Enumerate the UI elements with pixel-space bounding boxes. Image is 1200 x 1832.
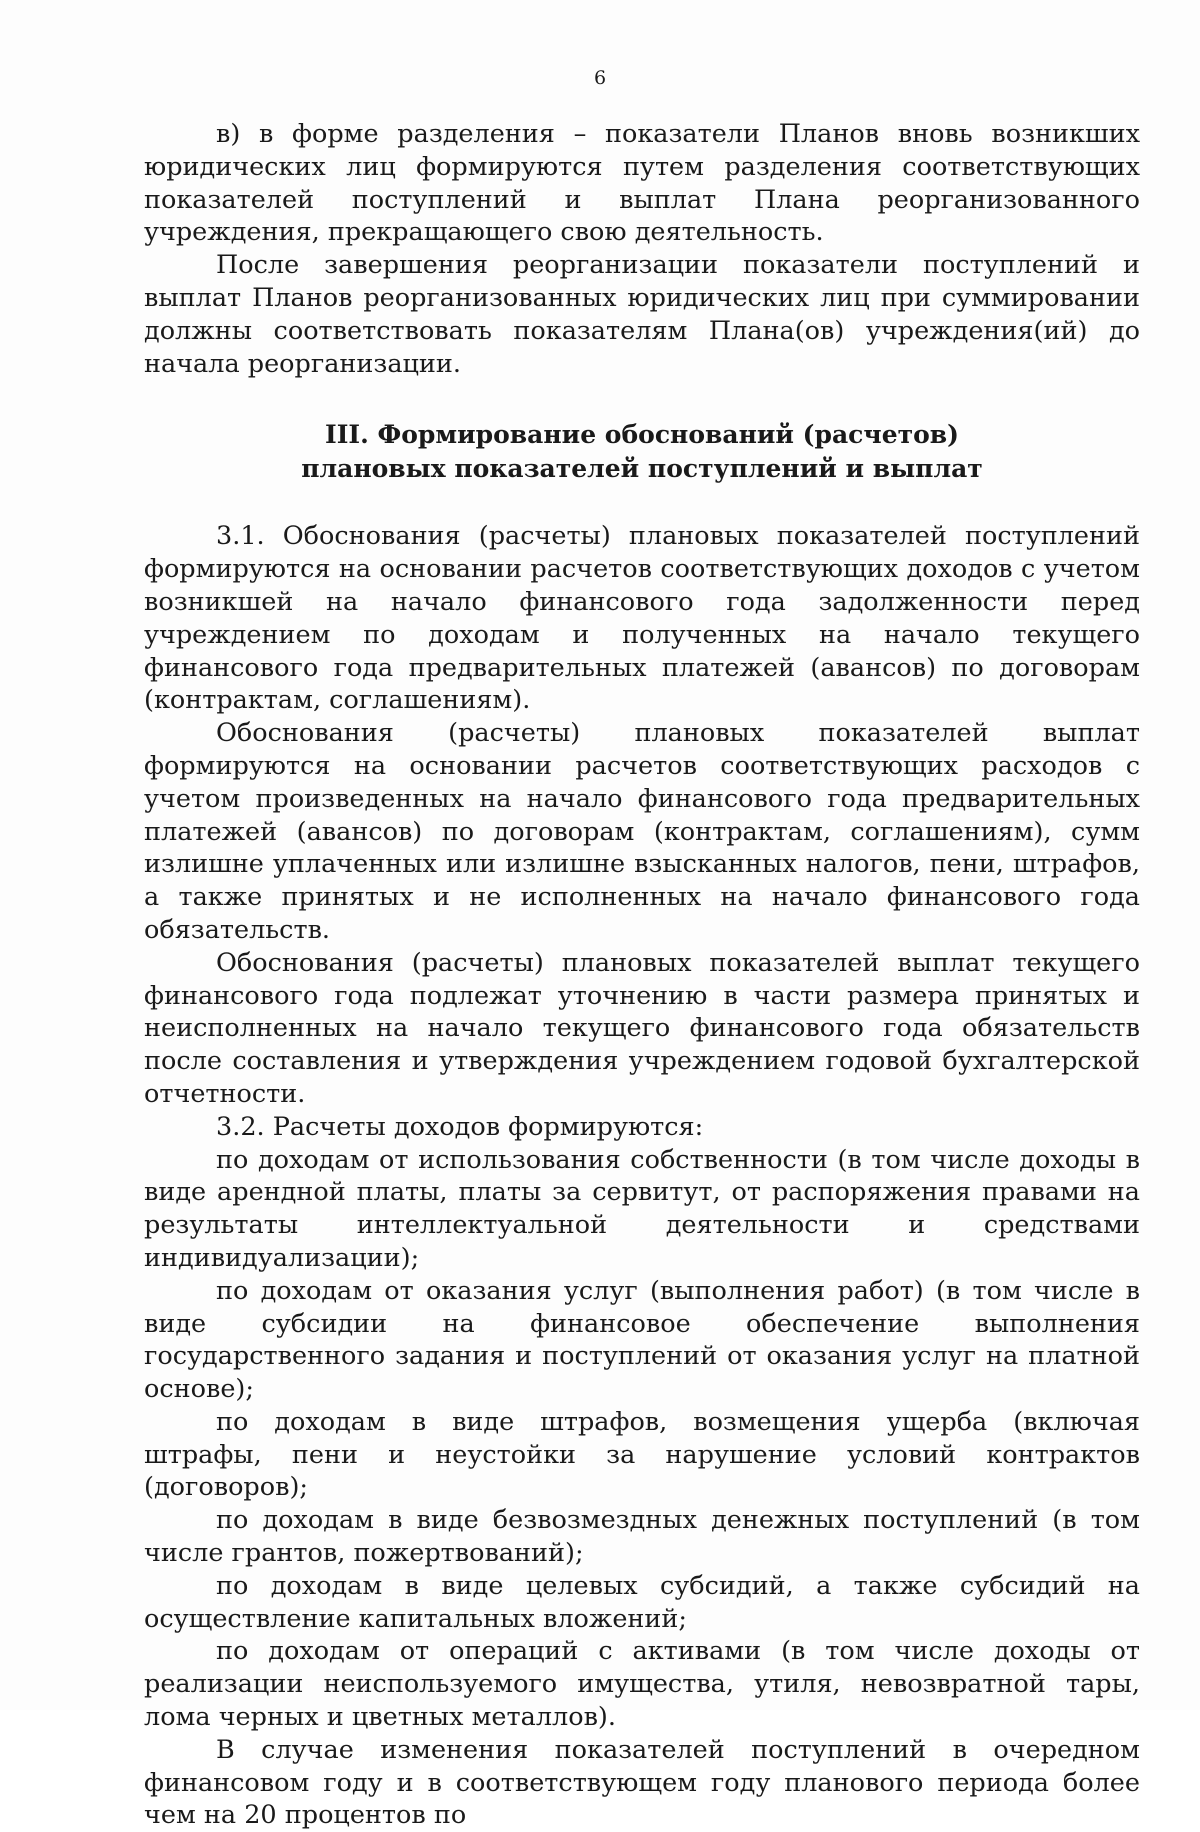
income-item-fines: по доходам в виде штрафов, возмещения ущерба (включая штрафы, пени и неустойки за нарушение условий контрактов (договоров); xyxy=(144,1406,1140,1503)
paragraph-3-2: 3.2. Расчеты доходов формируются: xyxy=(216,1111,704,1142)
paragraph-3-1: 3.1. Обоснования (расчеты) плановых показателей поступлений формируются на основании расчетов соответствующих доходов с учетом возникшей на начало финансового года задолженности перед учреждением по доходам и полученных на начало текущего финансового года предварительных платежей (авансов) по договорам (контрактам, соглашениям). xyxy=(144,521,1140,716)
paragraph-current-year-clarification: Обоснования (расчеты) плановых показателей выплат текущего финансового года подлежат уточнению в части размера принятых и неисполненных на начало текущего финансового года обязательств после составления и утверждения учреждением годовой бухгалтерской отчетности. xyxy=(144,947,1140,1109)
income-item-property: по доходам от использования собственности (в том числе доходы в виде арендной платы, платы за сервитут, от распоряжения правами на результаты интеллектуальной деятельности и средствами индивидуализации); xyxy=(144,1144,1140,1273)
paragraph-reorganization-separation: в) в форме разделения – показатели Планов вновь возникших юридических лиц формируются путем разделения соответствующих показателей поступлений и выплат Плана реорганизованного учреждения, прекращающего свою деятельность. xyxy=(144,119,1140,248)
section-heading xyxy=(144,418,1140,486)
paragraph-closing: В случае изменения показателей поступлений в очередном финансовом году и в соответствующем году планового периода более чем на 20 процентов по xyxy=(144,1734,1140,1831)
document-body xyxy=(144,118,1140,1832)
section-heading-line-2: плановых показателей поступлений и выплат xyxy=(301,454,983,484)
page-number: 6 xyxy=(593,67,607,89)
income-item-services: по доходам от оказания услуг (выполнения работ) (в том числе в виде субсидии на финансовое обеспечение выполнения государственного задания и поступлений от оказания услуг на платной основе); xyxy=(144,1275,1140,1405)
paragraph-after-reorganization: После завершения реорганизации показатели поступлений и выплат Планов реорганизованных юридических лиц при суммировании должны соответствовать показателям Плана(ов) учреждения(ий) до начала реорганизации. xyxy=(144,250,1140,379)
income-item-subsidies: по доходам в виде целевых субсидий, а также субсидий на осуществление капитальных вложений; xyxy=(144,1570,1140,1634)
paragraph-payments-justification: Обоснования (расчеты) плановых показателей выплат формируются на основании расчетов соответствующих расходов с учетом произведенных на начало финансового года предварительных платежей (авансов) по договорам (контрактам, соглашениям), сумм излишне уплаченных или излишне взысканных налогов, пени, штрафов, а также принятых и не исполненных на начало финансового года обязательств. xyxy=(144,718,1140,945)
income-item-assets: по доходам от операций с активами (в том числе доходы от реализации неиспользуемого имущества, утиля, невозвратной тары, лома черных и цветных металлов). xyxy=(144,1636,1140,1733)
income-item-grants: по доходам в виде безвозмездных денежных поступлений (в том числе грантов, пожертвований); xyxy=(144,1505,1140,1569)
section-heading-line-1: III. Формирование обоснований (расчетов) xyxy=(325,420,959,450)
